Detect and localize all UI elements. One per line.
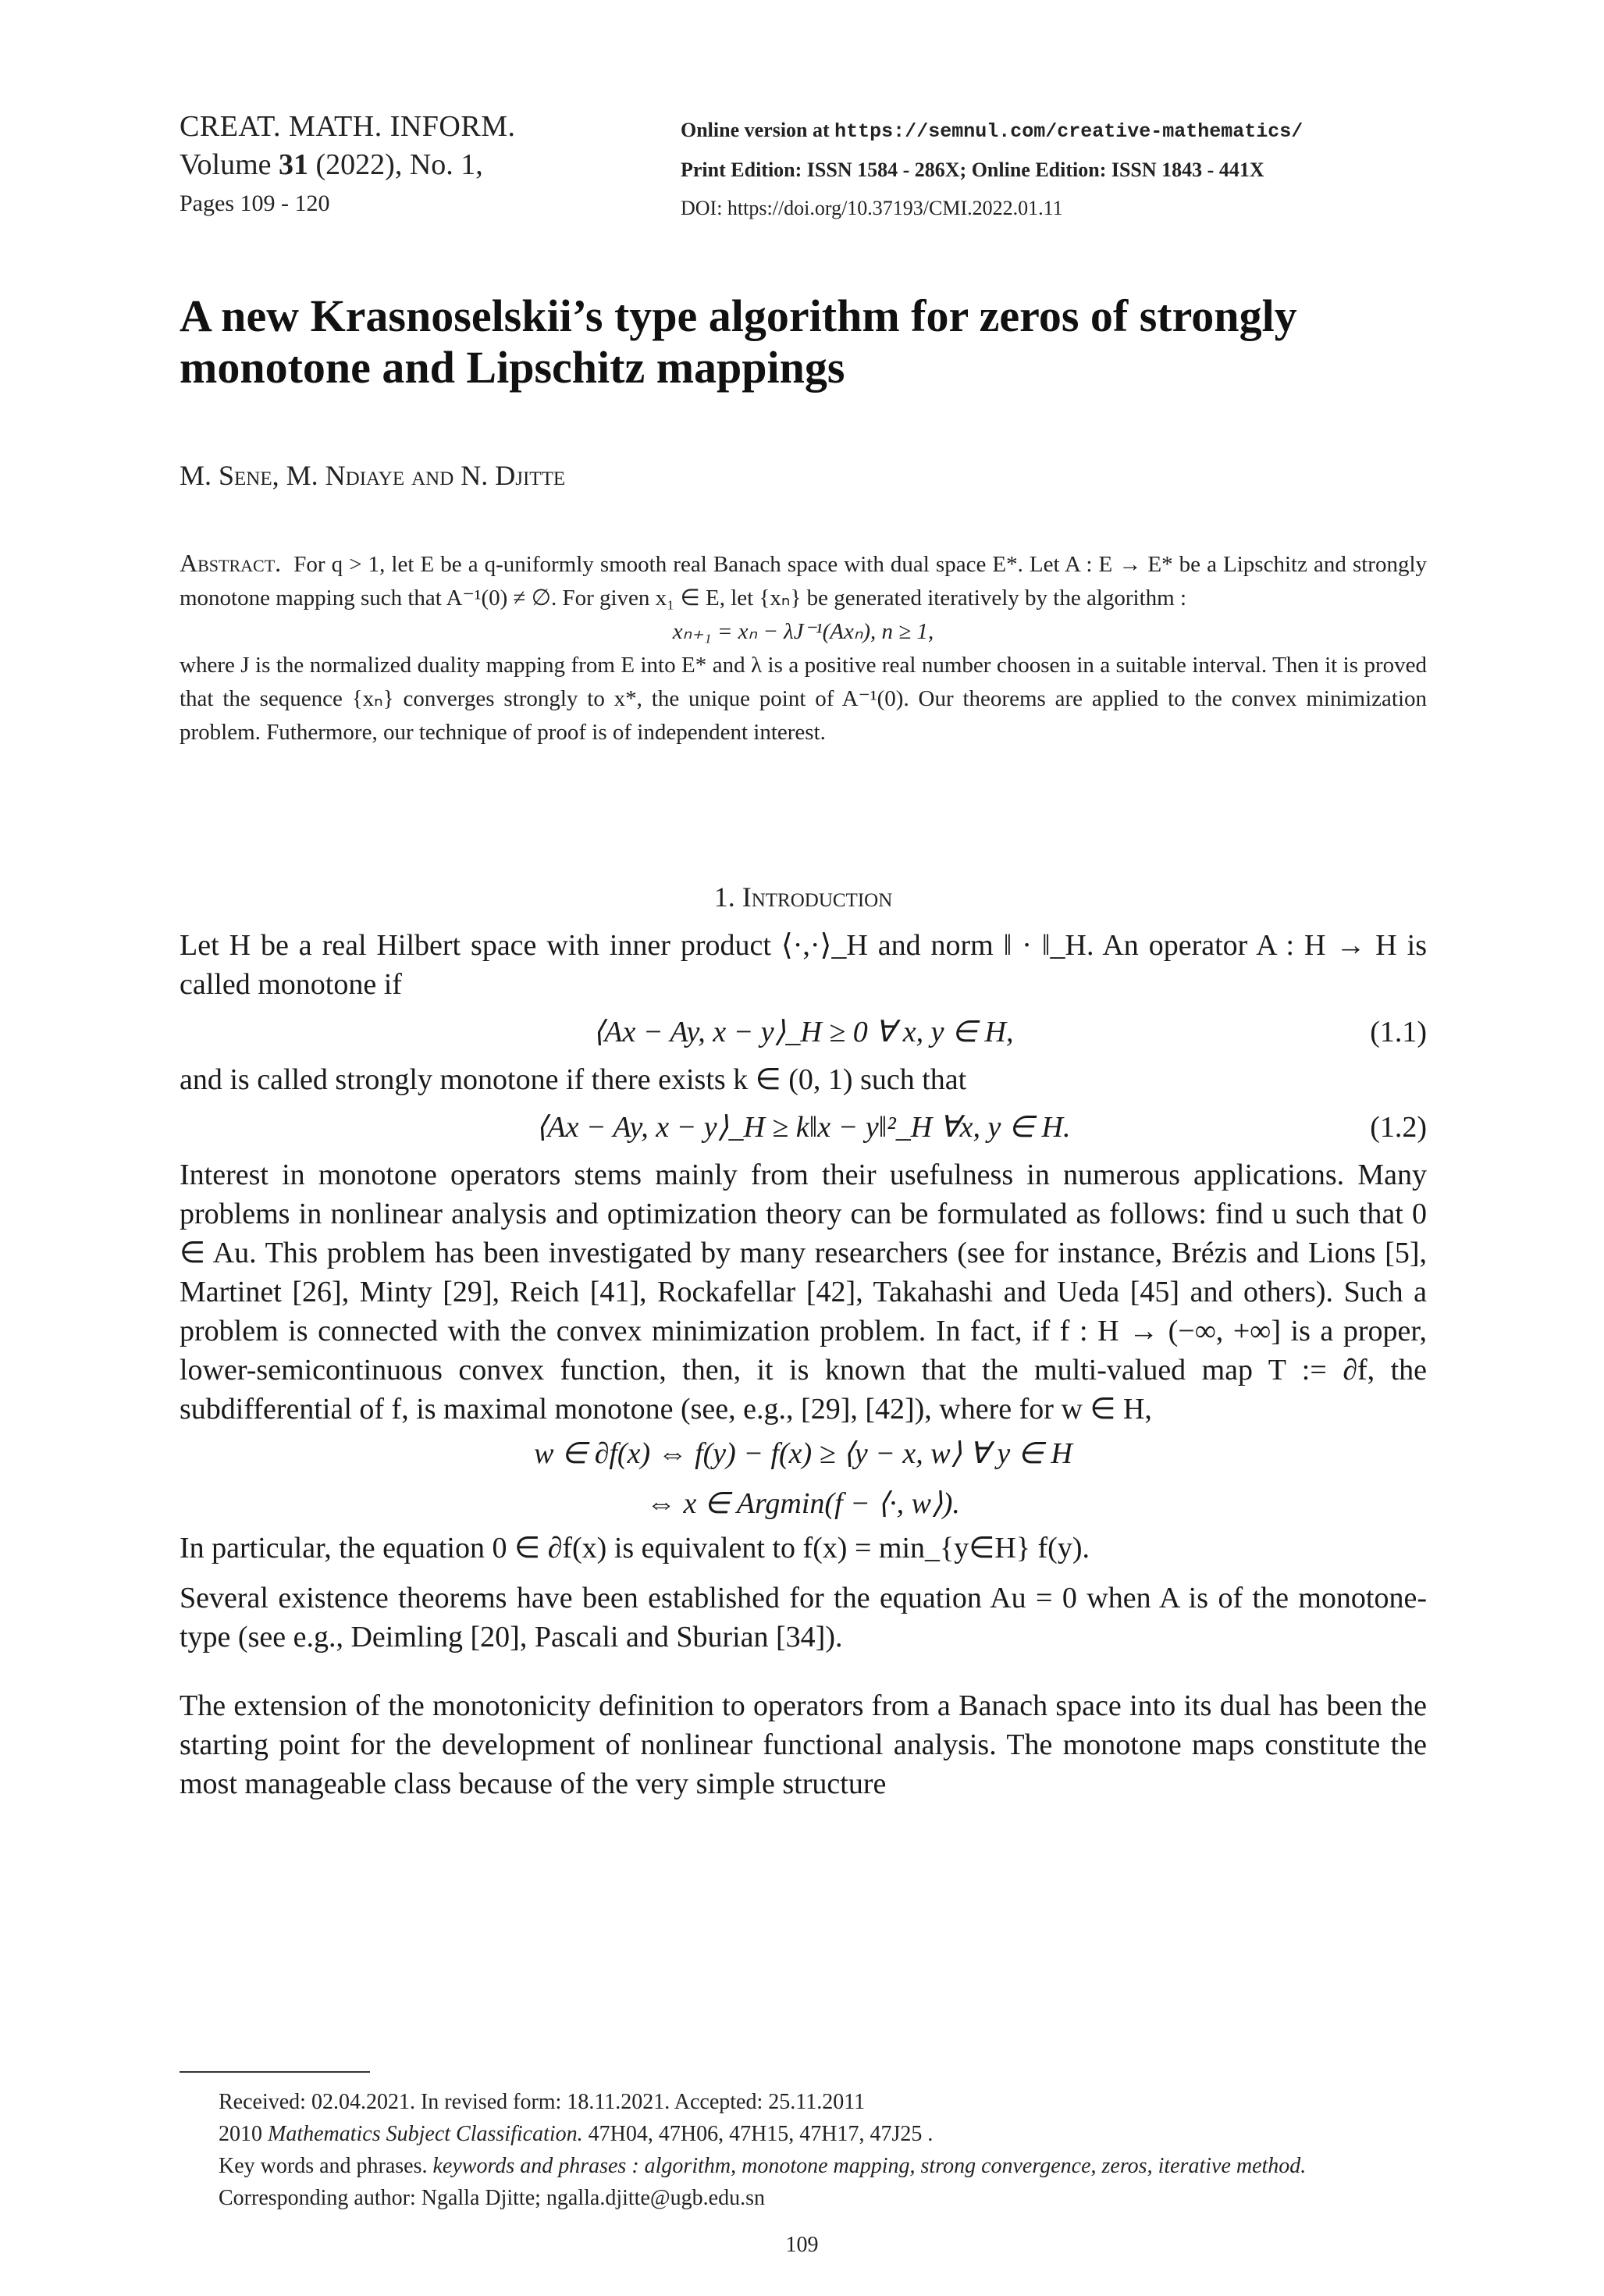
paragraph-6: The extension of the monotonicity definition to operators from a Banach space into its dual has been the starting point for the development of nonlinear functional analysis. The monotone maps constitute the most manageable class because of the very simple structure [180,1689,1427,1800]
corresponding-author: Corresponding author: Ngalla Djitte; ngalla.djitte@ugb.edu.sn [219,2186,765,2210]
msc-classification: 2010 Mathematics Subject Classification. 47H04, 47H06, 47H15, 47H17, 47J25 . [219,2122,934,2146]
print-edition: Print Edition: ISSN 1584 - 286X; Online Edition: ISSN 1843 - 441X [681,158,1264,181]
paragraph-5: Several existence theorems have been established for the equation Au = 0 when A is of the monotone-type (see e.g., Deimling [20], Pascali and Sburian [34]). [180,1582,1427,1653]
keywords: Key words and phrases. keywords and phrases : algorithm, monotone mapping, strong convergence, zeros, iterative method. [219,2154,1307,2178]
paper-title: A new Krasnoselskii’s type algorithm for zeros of strongly monotone and Lipschitz mappings [180,290,1297,393]
footnote-rule [180,2071,370,2073]
abstract-text-1: Abstract. For q > 1, let E be a q-uniformly smooth real Banach space with dual space E*. Let A : E → E* be a Lipschitz and strongly monotone mapping such that A⁻¹(0) ≠ ∅. For given x₁ ∈ E, let {xₙ} be generated iteratively by the algorithm : [180,549,1427,610]
journal-header [180,108,516,223]
paragraph-3: Interest in monotone operators stems mainly from their usefulness in numerous applications. Many problems in nonlinear analysis and optimization theory can be formulated as follows: find u such that 0 ∈ Au. This problem has been investigated by many researchers (see for instance, Brézis and Lions [5], Martinet [26], Minty [29], Reich [41], Rockafellar [42], Takahashi and Ueda [45] and others). Such a problem is connected with the convex minimization problem. In fact, if f : H → (−∞, +∞] is a proper, lower-semicontinuous convex function, then, it is known that the multi-valued map T := ∂f, the subdifferential of f, is maximal monotone (see, e.g., [29], [42]), where for w ∈ H, [180,1159,1427,1426]
equation-argmin: ⇔ x ∈ Argmin(f − ⟨·, w⟩). [646,1487,960,1520]
paragraph-4: In particular, the equation 0 ∈ ∂f(x) is equivalent to f(x) = min_{y∈H} f(y). [180,1532,1090,1564]
doi[interactable]: DOI: https://doi.org/10.37193/CMI.2022.01.11 [681,197,1063,219]
body-text [180,926,1427,1803]
online-url[interactable]: https://semnul.com/creative-mathematics/ [834,120,1303,143]
equation-number: (1.2) [1370,1111,1427,1144]
online-version: Online version at https://semnul.com/creative-mathematics/ [681,119,1303,143]
section-title: 1. Introduction [713,881,893,913]
abstract-label: Abstract. [180,549,282,577]
received-dates: Received: 02.04.2021. In revised form: 18.11.2021. Accepted: 25.11.2011 [219,2090,866,2114]
authors: M. Sene, M. Ndiaye and N. Djitte [180,460,566,491]
equation-subdifferential: w ∈ ∂f(x) ⇔ f(y) − f(x) ≥ ⟨y − x, w⟩ ∀ y ∈ H [534,1437,1072,1470]
volume-line: Volume 31 (2022), No. 1, [180,148,483,181]
journal-name: CREAT. MATH. INFORM. [180,110,516,143]
equation-1-2: ⟨Ax − Ay, x − y⟩_H ≥ k‖x − y‖²_H ∀x, y ∈ H. (1.2) [180,1099,1427,1155]
equation-1-1: ⟨Ax − Ay, x − y⟩_H ≥ 0 ∀ x, y ∈ H, (1.1) [180,1004,1427,1060]
page-number: 109 [785,2233,819,2257]
paragraph-2: and is called strongly monotone if there exists k ∈ (0, 1) such that [180,1063,967,1096]
pages-line: Pages 109 - 120 [180,190,330,216]
equation-number: (1.1) [1370,1016,1427,1048]
abstract-formula: xₙ₊₁ = xₙ − λJ⁻¹(Axₙ), n ≥ 1, [672,619,934,644]
publication-info [681,111,1303,227]
abstract-text-2: where J is the normalized duality mapping from E into E* and λ is a positive real number choosen in a suitable interval. Then it is proved that the sequence {xₙ} converges strongly to x*, the unique point of A⁻¹(0). Our theorems are applied to the convex minimization problem. Futhermore, our technique of proof is of independent interest. [180,653,1427,745]
paragraph-1: Let H be a real Hilbert space with inner product ⟨·,·⟩_H and norm ‖ · ‖_H. An operator A : H → H is called monotone if [180,929,1427,1001]
abstract [180,546,1427,749]
footnotes [180,2086,1427,2214]
